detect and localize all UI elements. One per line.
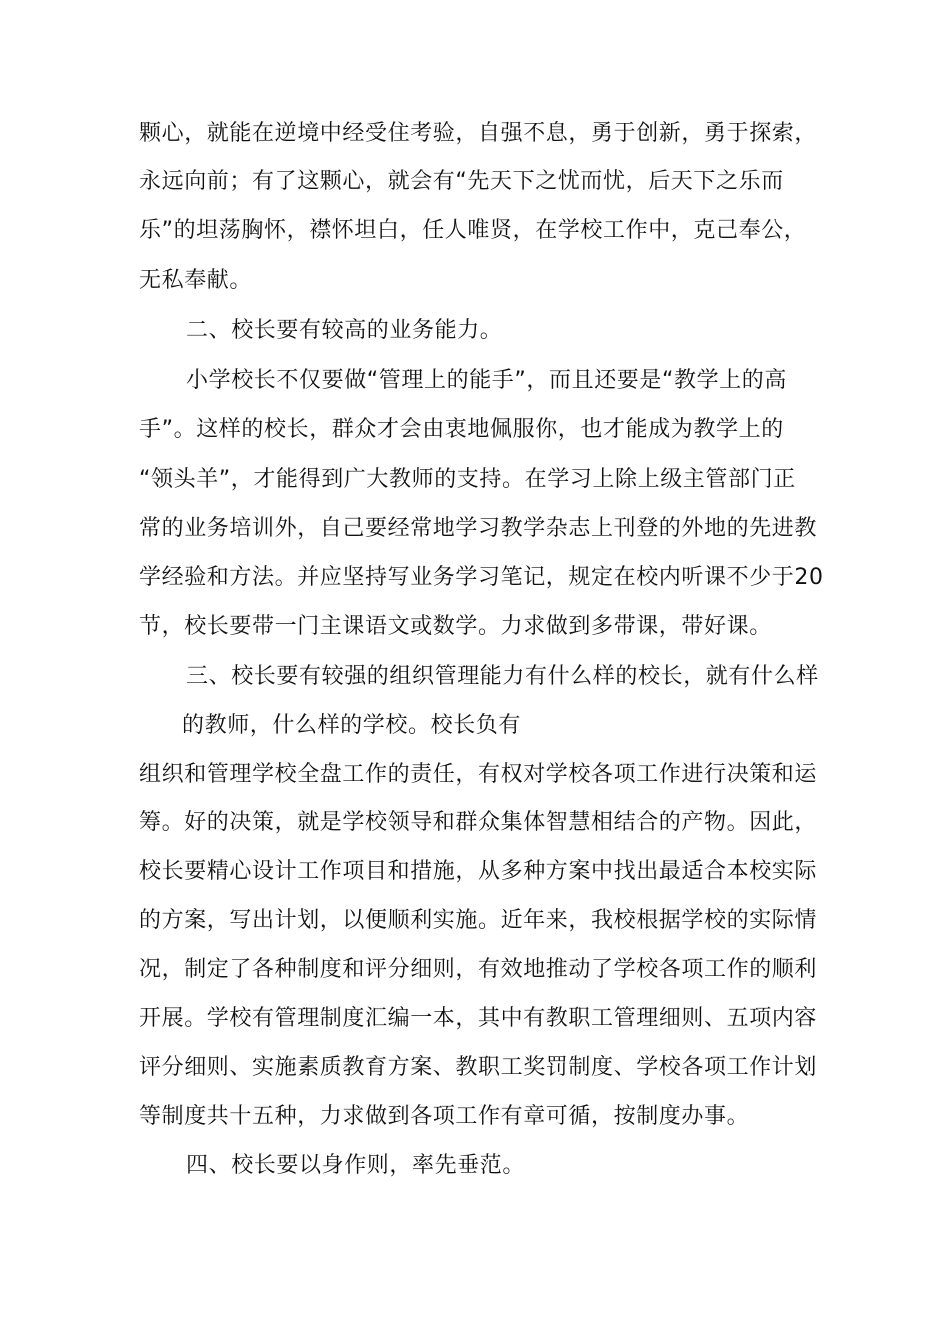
text-line: 手”。这样的校长，群众才会由衷地佩服你，也才能成为教学上的 bbox=[139, 417, 784, 442]
text-line: 学经验和方法。并应坚持写业务学习笔记，规定在校内听课不少于20 bbox=[139, 565, 824, 590]
text-line: 乐”的坦荡胸怀，襟怀坦白，任人唯贤，在学校工作中，克己奉公， bbox=[139, 218, 807, 243]
section-heading: 四、校长要以身作则，率先垂范。 bbox=[186, 1153, 526, 1178]
text-line: 组织和管理学校全盘工作的责任，有权对学校各项工作进行决策和运 bbox=[139, 762, 818, 787]
text-line: 节，校长要带一门主课语文或数学。力求做到多带课，带好课。 bbox=[139, 614, 772, 639]
text-line: 评分细则、实施素质教育方案、教职工奖罚制度、学校各项工作计划 bbox=[139, 1055, 818, 1080]
text-line: 筹。好的决策，就是学校领导和群众集体智慧相结合的产物。因此， bbox=[139, 810, 818, 835]
section-heading: 二、校长要有较高的业务能力。 bbox=[186, 318, 503, 343]
text-line: 等制度共十五种，力求做到各项工作有章可循，按制度办事。 bbox=[139, 1104, 750, 1129]
text-line: 况，制定了各种制度和评分细则，有效地推动了学校各项工作的顺利 bbox=[139, 957, 818, 982]
text-line: 颗心，就能在逆境中经受住考验，自强不息，勇于创新，勇于探索， bbox=[139, 121, 818, 146]
section-heading: 三、校长要有较强的组织管理能力有什么样的校长，就有什么样 bbox=[186, 664, 819, 689]
text-line: 校长要精心设计工作项目和措施，从多种方案中找出最适合本校实际 bbox=[139, 859, 818, 884]
text-line: 的教师，什么样的学校。校长负有 bbox=[182, 713, 522, 738]
text-line: 永远向前；有了这颗心，就会有“先天下之忧而忧，后天下之乐而 bbox=[139, 169, 784, 194]
text-line: 小学校长不仅要做“管理上的能手”，而且还要是“教学上的高 bbox=[186, 368, 787, 393]
text-line: 开展。学校有管理制度汇编一本，其中有教职工管理细则、五项内容 bbox=[139, 1006, 818, 1031]
text-line: “领头羊”，才能得到广大教师的支持。在学习上除上级主管部门正 bbox=[139, 467, 796, 492]
text-line: 常的业务培训外，自己要经常地学习教学杂志上刊登的外地的先进教 bbox=[139, 516, 818, 541]
text-line: 无私奉献。 bbox=[139, 268, 253, 293]
text-line: 的方案，写出计划，以便顺利实施。近年来，我校根据学校的实际情 bbox=[139, 908, 818, 933]
